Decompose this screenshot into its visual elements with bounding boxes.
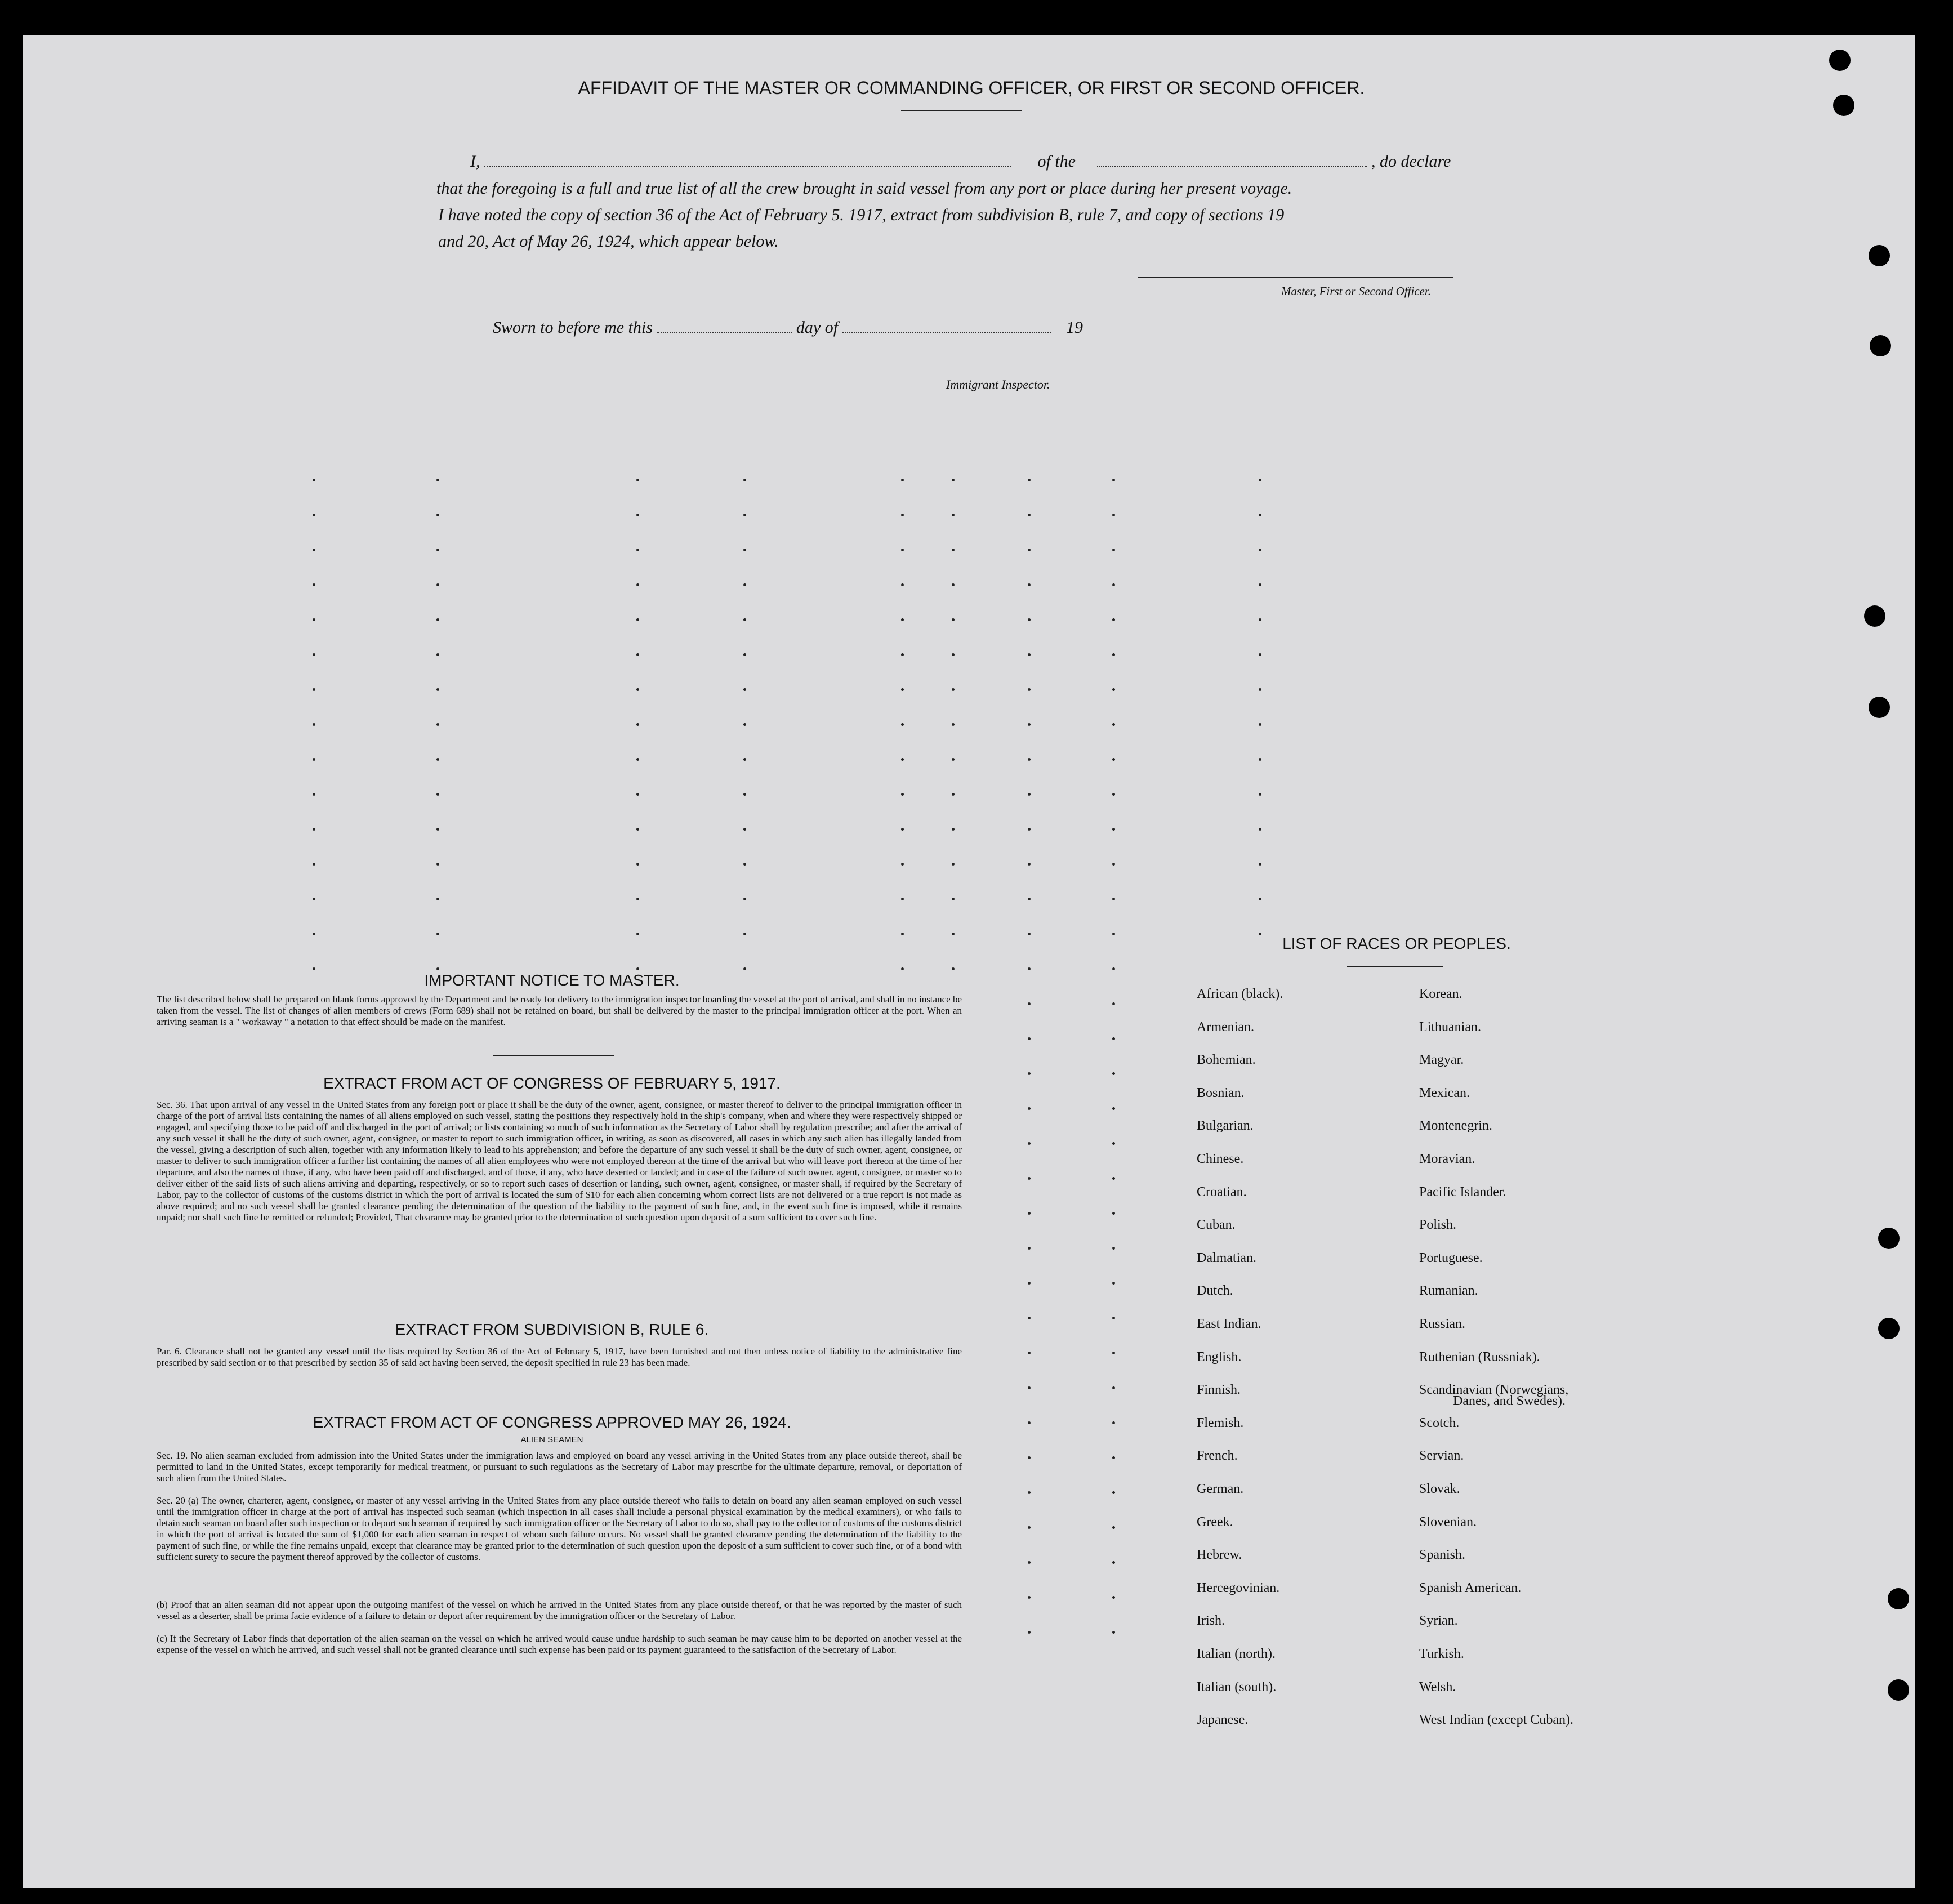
guide-dot [1028,1352,1031,1354]
guide-dot [636,688,639,691]
race-item: Armenian. [1197,1019,1254,1035]
declaration-line-2: that the foregoing is a full and true list of all the crew brought in said vessel from any port or place during her present voyage. [436,179,1292,198]
guide-dot [1112,898,1115,900]
punch-hole [1888,1679,1909,1701]
guide-dot [636,793,639,796]
guide-dot [1028,1212,1031,1215]
race-item: Montenegrin. [1419,1118,1492,1134]
guide-dot [1028,1596,1031,1599]
guide-dot [1112,1247,1115,1250]
guide-dot [901,618,904,621]
race-item: Bulgarian. [1197,1118,1254,1134]
guide-dot [1028,758,1031,761]
guide-dot [636,653,639,656]
guide-dot [743,828,746,831]
year-prefix: 19 [1066,318,1083,337]
guide-dot [436,793,439,796]
race-item: Dutch. [1197,1283,1233,1299]
guide-dot [1028,514,1031,516]
race-item: Irish. [1197,1613,1225,1629]
guide-dot [1112,1177,1115,1180]
race-item: Bohemian. [1197,1053,1256,1068]
guide-dot [636,933,639,935]
guide-dot [636,828,639,831]
guide-dot [952,758,955,761]
race-item: Moravian. [1419,1152,1475,1166]
guide-dot [313,723,315,726]
guide-dot [901,583,904,586]
guide-dot [901,653,904,656]
sworn-text: Sworn to before me this [493,318,653,337]
guide-dot [1112,1561,1115,1564]
notice-heading: IMPORTANT NOTICE TO MASTER. [424,971,680,989]
guide-dot [1112,793,1115,796]
guide-dot [901,793,904,796]
race-item: Lithuanian. [1419,1019,1481,1035]
race-item: Rumanian. [1419,1283,1478,1299]
guide-dot [1028,793,1031,796]
guide-dot [952,828,955,831]
guide-dot [1112,758,1115,761]
guide-dot [313,863,315,866]
guide-dot [1112,1596,1115,1599]
race-item: Polish. [1419,1218,1457,1233]
guide-dot [952,514,955,516]
guide-dot [952,967,955,970]
race-item: Cuban. [1197,1218,1236,1233]
guide-dot [436,514,439,516]
race-item: Servian. [1419,1448,1464,1464]
race-item: West Indian (except Cuban). [1419,1713,1573,1728]
guide-dot [1112,1491,1115,1494]
guide-dot [313,828,315,831]
guide-dot [1259,514,1261,516]
extract-1924-sec19: Sec. 19. No alien seaman excluded from admission into the United States under the immigration laws and employed on board any vessel arriving in the United States from any place outside thereof, shall be permitted to land in the United States, except temporarily for medical treatment, or pursuant to such regulations as the Secretary of Labor may prescribe for the ultimate departure, removal, or deportation of such alien from the United States. [157,1450,962,1483]
guide-dot [743,514,746,516]
guide-dot [1112,1352,1115,1354]
guide-dot [743,653,746,656]
guide-dot [1259,758,1261,761]
guide-dot [1259,828,1261,831]
guide-dot [952,863,955,866]
guide-dot [1028,549,1031,551]
guide-dot [952,618,955,621]
extract-1917-text: Sec. 36. That upon arrival of any vessel in the United States from any foreign port or place it shall be the duty of the owner, agent, consignee, or master thereof to deliver to the principal immigration officer in charge of the port of arrival lists containing the names of all aliens employed on such vessel, stating the positions they respectively hold in the ship's company, when and where they were respectively shipped or engaged, and specifying those to be paid off and discharged in the port of arrival; or lists containing so much of such information as the Secretary of Labor shall by regulation prescribe; and after the arrival of any such vessel it shall be the duty of such owner, agent, consignee, or master to report to such immigration officer, in writing, as soon as discovered, all cases in which any such alien has illegally landed from the vessel, giving a description of such alien, together with any information likely to lead to his apprehension; and before the departure of any such vessel it shall be the duty of such owner, agent, consignee, or master to deliver to such immigration officer a further list containing the names of all alien employees who were not employed thereon at the time of the arrival but who will leave port thereon at the time of her departure, and also the names of those, if any, who have been paid off and discharged, and of those, if any, who have deserted or landed; and in case of the failure of such owner, agent, consignee, or master so to deliver either of the said lists of such aliens arriving and departing, respectively, or so to report such cases of desertion or landing, such owner, agent, consignee, or master shall, if required by the Secretary of Labor, pay to the collector of customs of the customs district in which the port of arrival is located the sum of $10 for each alien concerning whom correct lists are not delivered or a true report is not made as above required; and no such vessel shall be granted clearance pending the determination of the question of the liability to the payment of such fine, and, in the event such fine is imposed, while it remains unpaid; nor shall such fine be remitted or refunded; Provided, That clearance may be granted prior to the determination of such question upon deposit of a sum sufficient to cover such fine. [157,1099,962,1223]
month-blank [842,332,1051,333]
race-item: Scandinavian (Norwegians, [1419,1383,1569,1398]
affidavit-title: AFFIDAVIT OF THE MASTER OR COMMANDING OFFICER, OR FIRST OR SECOND OFFICER. [578,78,1365,98]
guide-dot [952,653,955,656]
race-item: Syrian. [1419,1613,1458,1629]
notice-text: The list described below shall be prepared on blank forms approved by the Department and be ready for delivery to the immigration inspector boarding the vessel at the port of arrival, and shall in no instance be taken from the vessel. The list of changes of alien members of crews (Form 689) shall not be retained on board, but shall be delivered by the master to the principal immigration officer at the port. When an arriving seaman is a " workaway " a notation to that effect should be made on the manifest. [157,994,962,1027]
guide-dot [952,793,955,796]
race-item: Greek. [1197,1514,1233,1530]
guide-dot [436,653,439,656]
guide-dot [1259,863,1261,866]
guide-dot [1112,688,1115,691]
guide-dot [1028,863,1031,866]
guide-dot [1259,618,1261,621]
guide-dot [313,688,315,691]
guide-dot [1112,1421,1115,1424]
guide-dot [901,933,904,935]
guide-dot [436,723,439,726]
guide-dot [436,898,439,900]
guide-dot [1259,793,1261,796]
punch-hole [1869,697,1890,718]
guide-dot [1028,653,1031,656]
race-item: Japanese. [1197,1713,1249,1728]
extract-1924-sec20a: Sec. 20 (a) The owner, charterer, agent, consignee, or master of any vessel arriving in the United States from any place outside thereof who fails to detain on board any alien seaman employed on such vessel until the immigration officer in charge at the port of arrival has inspected such seaman (which inspection in all cases shall include a personal physical examination by the medical examiners), or who fails to detain such seaman on board after such inspection or to deport such seaman if required by such immigration officer or the Secretary of Labor to do so, shall pay to the collector of customs of the customs district in which the port of arrival is located the sum of $1,000 for each alien seaman in respect of whom such failure occurs. No vessel shall be granted clearance pending the determination of the liability to the payment of such fine, or while the fine remains unpaid, except that clearance may be granted prior to the determination of such question upon the deposit of a sum sufficient to cover such fine, or of a bond with sufficient surety to secure the payment thereof approved by the collector of customs. [157,1495,962,1562]
guide-dot [901,479,904,481]
guide-dot [1112,828,1115,831]
guide-dot [1259,653,1261,656]
guide-dot [952,688,955,691]
guide-dot [1259,583,1261,586]
alien-seamen-subheading: ALIEN SEAMEN [520,1435,583,1444]
guide-dot [901,828,904,831]
race-item: Korean. [1419,987,1462,1001]
guide-dot [1259,898,1261,900]
extract-1924-heading: EXTRACT FROM ACT OF CONGRESS APPROVED MAY 26, 1924. [313,1413,791,1431]
guide-dot [1028,583,1031,586]
race-item: Hebrew. [1197,1548,1242,1563]
guide-dot [1028,1282,1031,1285]
punch-hole [1888,1588,1909,1609]
guide-dot [1112,1526,1115,1529]
guide-dot [1028,1317,1031,1319]
guide-dot [1028,723,1031,726]
guide-dot [1112,933,1115,935]
guide-dot [901,549,904,551]
guide-dot [1028,618,1031,621]
guide-dot [743,583,746,586]
guide-dot [1028,1037,1031,1040]
punch-hole [1869,245,1890,266]
race-item: Hercegovinian. [1197,1580,1280,1595]
guide-dot [743,723,746,726]
guide-dot [1112,1002,1115,1005]
guide-dot [1112,1037,1115,1040]
punch-hole [1829,50,1851,71]
guide-dot [436,863,439,866]
guide-dot [743,793,746,796]
guide-dot [1112,967,1115,970]
race-item: Bosnian. [1197,1085,1245,1100]
guide-dot [636,549,639,551]
title-rule [901,110,1022,111]
guide-dot [436,933,439,935]
race-item: Slovenian. [1419,1514,1477,1530]
guide-dot [436,583,439,586]
guide-dot [1028,1002,1031,1005]
guide-dot [1028,828,1031,831]
guide-dot [1028,1456,1031,1459]
guide-dot [1028,1107,1031,1110]
guide-dot [1028,1247,1031,1250]
guide-dot [313,479,315,481]
race-item: Slovak. [1419,1482,1460,1496]
decl-do-declare: , do declare [1371,152,1451,171]
guide-dot [436,479,439,481]
race-item: German. [1197,1482,1244,1496]
guide-dot [1112,863,1115,866]
guide-dot [743,549,746,551]
extract-rule6-heading: EXTRACT FROM SUBDIVISION B, RULE 6. [395,1321,709,1338]
guide-dot [313,967,315,970]
race-item: Italian (north). [1197,1647,1276,1661]
guide-dot [436,828,439,831]
guide-dot [436,618,439,621]
guide-dot [901,514,904,516]
guide-dot [1259,479,1261,481]
guide-dot [436,549,439,551]
race-item: Pacific Islander. [1419,1184,1506,1200]
guide-dot [1259,688,1261,691]
guide-dot [743,967,746,970]
race-item: Finnish. [1197,1383,1241,1398]
guide-dot [952,549,955,551]
punch-hole [1864,605,1885,627]
guide-dot [952,933,955,935]
guide-dot [636,967,639,970]
guide-dot [1112,1386,1115,1389]
guide-dot [1112,1107,1115,1110]
guide-dot [436,688,439,691]
day-blank [657,332,792,333]
extract-1917-heading: EXTRACT FROM ACT OF CONGRESS OF FEBRUARY 5, 1917. [323,1074,781,1092]
extract-rule6-text: Par. 6. Clearance shall not be granted any vessel until the lists required by Section 36 of the Act of February 5, 1917, have been furnished and not then unless notice of liability to the administrative fine prescribed by said section or to that prescribed by section 35 of said act having been served, the deposit specified in rule 23 has been made. [157,1346,962,1368]
guide-dot [436,967,439,970]
race-item: Spanish. [1419,1548,1466,1563]
guide-dot [313,933,315,935]
guide-dot [313,653,315,656]
guide-dot [1028,967,1031,970]
guide-dot [1112,514,1115,516]
guide-dot [901,863,904,866]
guide-dot [1112,583,1115,586]
race-item: Magyar. [1419,1053,1464,1068]
extract-1924-sec20c: (c) If the Secretary of Labor finds that deportation of the alien seaman on the vessel on which he arrived would cause undue hardship to such seaman he may cause him to be deported on another vessel at the expense of the vessel on which he arrived, and such vessel shall not be granted clearance until such expense has been paid or its payment guaranteed to the satisfaction of the Secretary of Labor. [157,1633,962,1655]
guide-dot [636,583,639,586]
guide-dot [313,514,315,516]
name-blank [484,166,1011,167]
guide-dot [1028,479,1031,481]
guide-dot [743,479,746,481]
race-item-continuation: Danes, and Swedes). [1453,1394,1566,1408]
sworn-line [493,318,1083,337]
guide-dot [901,967,904,970]
guide-dot [901,758,904,761]
guide-dot [313,898,315,900]
guide-dot [743,863,746,866]
guide-dot [313,583,315,586]
race-item: Ruthenian (Russniak). [1419,1349,1540,1365]
race-item: Scotch. [1419,1415,1460,1430]
punch-hole [1878,1318,1900,1339]
guide-dot [1028,898,1031,900]
guide-dot [1028,1526,1031,1529]
guide-dot [636,723,639,726]
race-item: East Indian. [1197,1317,1261,1331]
race-item: Spanish American. [1419,1580,1522,1595]
race-item: French. [1197,1448,1238,1464]
guide-dot [901,898,904,900]
guide-dot [743,618,746,621]
master-signature-label: Master, First or Second Officer. [1281,284,1431,298]
race-item: Italian (south). [1197,1679,1277,1695]
guide-dot [1028,933,1031,935]
race-item: African (black). [1197,987,1283,1001]
punch-hole [1870,335,1891,356]
vessel-blank [1097,166,1367,167]
guide-dot [1112,549,1115,551]
guide-dot [901,723,904,726]
race-item: Croatian. [1197,1184,1247,1200]
race-item: Chinese. [1197,1152,1244,1166]
guide-dot [952,479,955,481]
race-item: Mexican. [1419,1085,1470,1100]
guide-dot [1028,1072,1031,1075]
guide-dot [1112,1317,1115,1319]
guide-dot [1112,1456,1115,1459]
guide-dot [1112,723,1115,726]
guide-dot [313,618,315,621]
guide-dot [743,758,746,761]
race-item: English. [1197,1349,1242,1365]
extract-1924-sec20b: (b) Proof that an alien seaman did not appear upon the outgoing manifest of the vessel on which he arrived in the United States from any place outside thereof, or that he was reported by the master of such vessel as a deserter, shall be prima facie evidence of a failure to detain or deport after requirement by the immigration officer or the Secretary of Labor. [157,1599,962,1621]
race-item: Welsh. [1419,1679,1456,1695]
guide-dot [313,758,315,761]
guide-dot [636,863,639,866]
guide-dot [636,514,639,516]
races-rule [1347,966,1443,967]
race-item: Dalmatian. [1197,1250,1256,1265]
inspector-label: Immigrant Inspector. [946,377,1050,391]
guide-dot [952,583,955,586]
races-heading: LIST OF RACES OR PEOPLES. [1282,935,1511,952]
guide-dot [901,688,904,691]
guide-dot [1112,1282,1115,1285]
guide-dot [952,898,955,900]
guide-dot [1112,1631,1115,1634]
guide-dot [1259,723,1261,726]
guide-dot [1112,1142,1115,1145]
guide-dot [636,898,639,900]
guide-dot [313,549,315,551]
punch-hole [1878,1228,1900,1249]
guide-dot [1028,688,1031,691]
guide-dot [313,793,315,796]
guide-dot [1028,1561,1031,1564]
guide-dot [1259,549,1261,551]
guide-dot [1028,1177,1031,1180]
decl-i: I, [470,152,480,171]
decl-of-the: of the [1037,152,1076,171]
guide-dot [636,618,639,621]
guide-dot [1028,1421,1031,1424]
guide-dot [1028,1386,1031,1389]
guide-dot [1028,1142,1031,1145]
guide-dot [743,898,746,900]
declaration-line-3: I have noted the copy of section 36 of the Act of February 5. 1917, extract from subdivision B, rule 7, and copy of sections 19 [438,206,1285,224]
declaration-line-4: and 20, Act of May 26, 1924, which appear below. [438,232,779,251]
guide-dot [743,688,746,691]
guide-dot [636,479,639,481]
guide-dot [1028,1631,1031,1634]
guide-dot [1112,618,1115,621]
guide-dot [1112,1212,1115,1215]
declaration-line-1 [470,152,1451,171]
race-item: Turkish. [1419,1647,1464,1661]
guide-dot [1112,479,1115,481]
guide-dot [1112,653,1115,656]
race-item: Portuguese. [1419,1250,1483,1265]
guide-dot [952,723,955,726]
master-signature-line [1138,277,1453,278]
guide-dot [1028,1491,1031,1494]
guide-dot [636,758,639,761]
guide-dot [1112,1072,1115,1075]
notice-rule [493,1055,614,1056]
race-item: Flemish. [1197,1415,1244,1430]
guide-dot [436,758,439,761]
guide-dot [743,933,746,935]
day-of-text: day of [796,318,839,337]
race-item: Russian. [1419,1317,1466,1331]
